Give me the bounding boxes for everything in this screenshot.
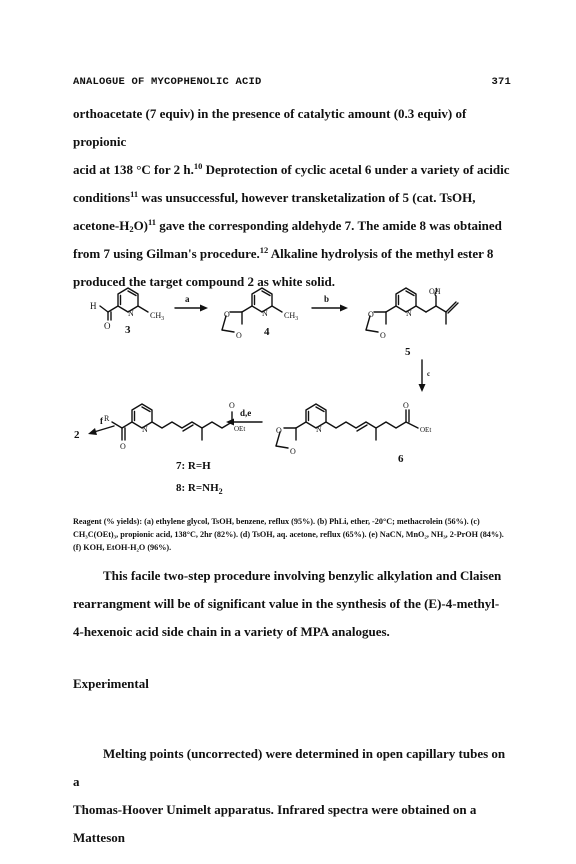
atom-H: H [90,301,97,311]
running-head [73,76,511,88]
reference-11: 11 [130,189,139,199]
compound-5-structure [366,288,458,332]
text-line: produced the target compound 2 as white solid. [73,274,335,289]
atom-O: O [104,321,111,331]
compound-label-5: 5 [405,346,411,358]
atom-O: O [229,401,235,410]
arrow-label-a: a [185,294,190,304]
reference-11b: 11 [148,217,157,227]
text-line: 4-hexenoic acid side chain in a variety of MPA analogues. [73,624,390,639]
reaction-scheme-graphic [70,282,520,512]
atom-R: R [104,414,110,423]
atom-N: N [128,309,134,318]
text-line: conditions$^{11}$ was unsuccessful, however transketalization of 5 (cat. TsOH, [73,189,476,205]
arrow-label-c: c [427,370,431,378]
paragraph-1 [73,100,513,296]
atom-N: N [406,309,412,318]
caption-text: Reagent (% yields): (a) ethylene glycol, TsOH, benzene, reflux (95%). (b) PhLi, ether, -20°C; methacrolein (56%). (c) CH₃C(OEt)₃, propionic acid, 138°C, 2hr (82%). (d) TsOH, aq. acetone, reflux (65%). (e) NaCN, MnO₂, NH₃, 2-PrOH (84%). (f) KOH, EtOH-H₂O (96%). [73,517,504,552]
atom-O: O [224,310,230,319]
paragraph-2 [73,562,513,646]
text-line: acetone-$H_2O)^{11}$ gave the corresponding aldehyde 7. The amide 8 was obtained [73,217,502,234]
page-number: 371 [491,76,511,88]
compound-6-structure [276,404,418,448]
arrow-label-d-e: d,e [240,408,252,418]
atom-OEt: OEt [420,426,432,434]
atom-O: O [403,401,409,410]
text-line: acid at 138 °C for 2 h.$^{10}$ Deprotection of cyclic acetal 6 under a variety of acidic [73,161,510,177]
download-watermark [2,130,22,730]
compound-label-3: 3 [125,324,131,336]
atom-N: N [316,425,322,434]
atom-O: O [380,331,386,340]
scheme-caption [73,515,513,554]
atom-N: N [262,309,268,318]
atom-N: N [142,425,148,434]
atom-O: O [368,310,374,319]
arrow-label-b: b [324,294,330,304]
paragraph-3 [73,740,513,852]
text-line: This facile two-step procedure involving benzylic alkylation and Claisen [103,568,502,583]
text-line: from 7 using Gilman's procedure.$^{12}$ Alkaline hydrolysis of the methyl ester 8 [73,245,494,261]
compound-7-8-structure [112,404,232,440]
compound-3-structure [100,288,148,320]
compound-label-8: 8: $R=NH_2$ [176,482,223,496]
section-heading-experimental: Experimental [73,676,149,691]
atom-O: O [276,426,282,435]
text-line: Thomas-Hoover Unimelt apparatus. Infrared spectra were obtained on a Matteson [73,802,477,845]
reference-10: 10 [193,161,203,171]
atom-O: O [290,447,296,456]
arrow-label-f: f [100,416,103,426]
atom-O: O [236,331,242,340]
atom-O: O [120,442,126,451]
reaction-scheme [70,282,520,512]
text-line: rearrangment will be of significant value in the synthesis of the (E)-4-methyl- [73,596,500,611]
compound-label-6: 6 [398,453,404,465]
atom-OH: OH [429,287,441,296]
compound-label-2: 2 [74,429,80,441]
reference-12: 12 [259,245,269,255]
text-line: orthoacetate (7 equiv) in the presence of catalytic amount (0.3 equiv) of propionic [73,106,467,149]
compound-label-7: 7: R=H [176,460,211,472]
compound-label-4: 4 [264,326,270,338]
running-title: ANALOGUE OF MYCOPHENOLIC ACID [73,76,262,88]
atom-OEt: OEt [234,425,246,433]
compound-4-structure [222,288,282,332]
text-line: Melting points (uncorrected) were determined in open capillary tubes on a [73,746,506,789]
atom-CH3-label: $CH_3$ [284,311,299,322]
atom-CH3-label: $CH_3$ [150,311,165,322]
